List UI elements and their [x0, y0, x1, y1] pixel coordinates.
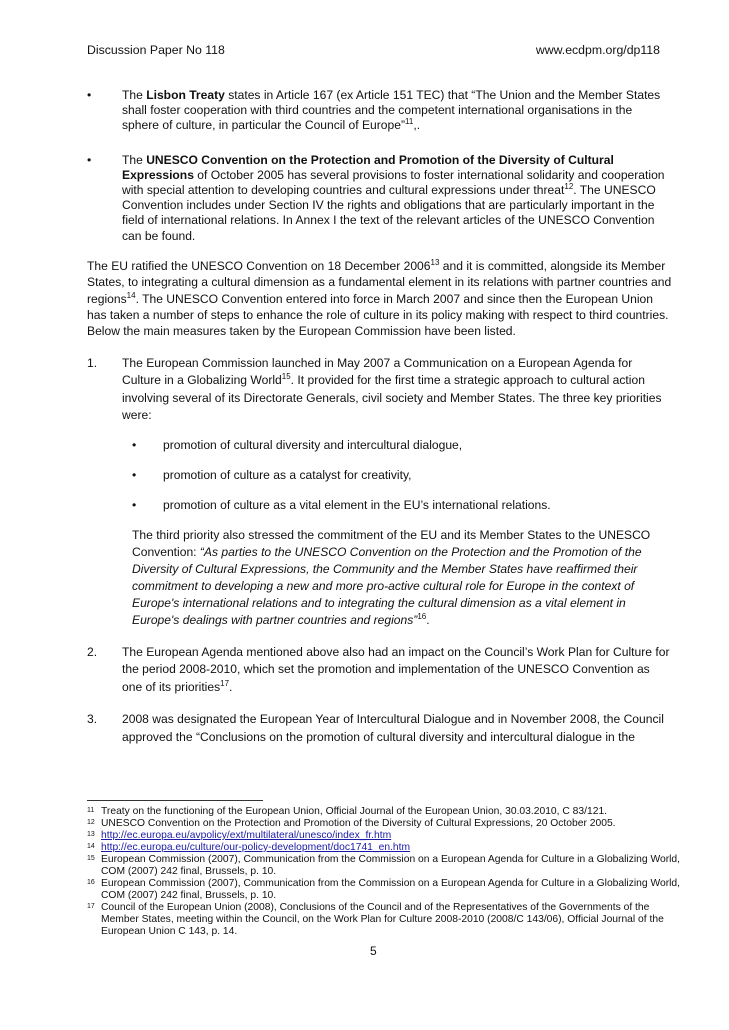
footnote-14: 14 http://ec.europa.eu/culture/our-policy-development/doc1741_en.htm [87, 842, 411, 853]
footnote-ref: 15 [281, 372, 291, 382]
bullet-unesco-convention: • The UNESCO Convention on the Protection and Promotion of the Diversity of Cultural Expressions of October 2005 has several provisions to foster international solidarity and cooperation with special attention to developing countries and cultural expressions under threat$^{12}$. The UNESCO Convention includes under Section IV the rights and obligations that are particularly important in the field of international relations. In Annex I the text of the relevant articles of the UNESCO Convention can be found. [87, 152, 665, 243]
bullet-marker: • [87, 152, 92, 167]
footnote-link-14[interactable]: http://ec.europa.eu/culture/our-policy-development/doc1741_en.htm [101, 842, 411, 853]
sub-bullet: • promotion of culture as a catalyst for creativity, [132, 468, 412, 483]
sub-bullet: • promotion of culture as a vital element in the EU’s international relations. [132, 498, 551, 513]
running-header-url: www.ecdpm.org/dp118 [535, 43, 660, 57]
footnote-17: 17 Council of the European Union (2008), Conclusions of the Council and of the Representatives of the Governments of the Member States, meeting within the Council, on the Work Plan for Culture 2008-2010 (2008/C 143/06), Official Journal of the European Union C 143, p. 14. [87, 902, 664, 937]
footnote-ref: 13 [430, 257, 440, 267]
numbered-item-2: 2. The European Agenda mentioned above also had an impact on the Council’s Work Plan for Culture for the period 2008-2010, which set the promotion and implementation of the UNESCO Convention as one of its priorities$^{17}$. [87, 644, 670, 694]
body-text [87, 88, 672, 746]
page-number: 5 [370, 944, 377, 958]
numbered-item-1: 1. The European Commission launched in May 2007 a Communication on a European Agenda for Culture in a Globalizing World$^{15}$. It provided for the first time a strategic approach to cultural action involving several of its Directorate Generals, civil society and Member States. The three key priorities were: • promotion of cultural diversity and intercultural dialogue, • promotion of culture as a catalyst for creativity, • promotion of culture as a vital element in the EU’s international relations. The third priority also stressed the commitment of the EU and its Member States to the UNESCO Convention: “As parties to the UNESCO Convention on the Protection and the Promotion of the Diversity of Cultural Expressions, the Community and the Member States have reaffirmed their commitment to developing a new and more pro-active cultural role for Europe in the context of Europe's international relations and to integrating the cultural dimension as a vital element in Europe's dealings with partner countries and regions”$^{16}$. [87, 355, 672, 629]
paragraph-eu-ratification: The EU ratified the UNESCO Convention on 18 December 2006$^{13}$ and it is committed, alongside its Member States, to integrating a cultural dimension as a fundamental element in its relations with partner countries and regions$^{14}$. The UNESCO Convention entered into force in March 2007 and since then the European Union has taken a number of steps to enhance the role of culture in its policy making with respect to third countries. Below the main measures taken by the European Commission have been listed. [87, 257, 672, 339]
footnote-link-13[interactable]: http://ec.europa.eu/avpolicy/ext/multilateral/unesco/index_fr.htm [101, 830, 392, 841]
footnote-11: 11 Treaty on the functioning of the European Union, Official Journal of the European Union, 30.03.2010, C 83/121. [87, 806, 608, 817]
footnote-12: 12 UNESCO Convention on the Protection and Promotion of the Diversity of Cultural Expressions, 20 October 2005. [87, 818, 616, 829]
footnote-13: 13 http://ec.europa.eu/avpolicy/ext/multilateral/unesco/index_fr.htm [87, 830, 392, 841]
bold-term: Lisbon Treaty [146, 88, 225, 102]
item-number: 3. [87, 712, 98, 727]
footnote-15: 15 European Commission (2007), Communication from the Commission on a European Agenda for Culture in a Globalizing World, COM (2007) 242 final, Brussels, p. 10. [87, 854, 681, 877]
bullet-marker: • [87, 88, 92, 102]
numbered-item-3: 3. 2008 was designated the European Year of Intercultural Dialogue and in November 2008, the Council approved the “Conclusions on the promotion of cultural diversity and intercultural dialogue in the [87, 712, 664, 744]
bold-term: UNESCO Convention on the Protection and Promotion of the Diversity of Cultural Expressions [122, 152, 614, 182]
sub-bullet: • promotion of cultural diversity and intercultural dialogue, [132, 438, 463, 453]
footnote-ref: 17 [220, 678, 230, 688]
running-header-title: Discussion Paper No 118 [87, 43, 225, 57]
quote-paragraph: The third priority also stressed the commitment of the EU and its Member States to the UNESCO Convention: “As parties to the UNESCO Convention on the Protection and the Promotion of the Diversity of Cultural Expressions, the Community and the Member States have reaffirmed their commitment to developing a new and more pro-active cultural role for Europe in the context of Europe's international relations and to integrating the cultural dimension as a vital element in Europe's dealings with partner countries and regions”$^{16}$. [132, 528, 651, 628]
italic-quote: “As parties to the UNESCO Convention on the Protection and the Promotion of the Diversity of Cultural Expressions, the Community and the Member States have reaffirmed their commitment to developing a new and more pro-active cultural role for Europe in the context of Europe's international relations and to integrating the cultural dimension as a vital element in Europe's dealings with partner countries and regions” [132, 545, 642, 628]
footnote-16: 16 European Commission (2007), Communication from the Commission on a European Agenda for Culture in a Globalizing World, COM (2007) 242 final, Brussels, p. 10. [87, 878, 681, 901]
footnotes [87, 806, 687, 938]
footnote-separator [87, 800, 263, 801]
footnote-ref: 11 [405, 117, 414, 127]
footnote-ref: 16 [417, 612, 427, 622]
item-number: 1. [87, 355, 98, 370]
footnote-ref: 14 [126, 290, 136, 300]
item-number: 2. [87, 644, 98, 659]
footnote-ref: 12 [564, 182, 574, 192]
bullet-lisbon-treaty: • The Lisbon Treaty states in Article 167 (ex Article 151 TEC) that “The Union and the Member States shall foster cooperation with third countries and the competent international organisations in the sphere of culture, in particular the Council of Europe”$^{11}$,. [87, 88, 661, 133]
